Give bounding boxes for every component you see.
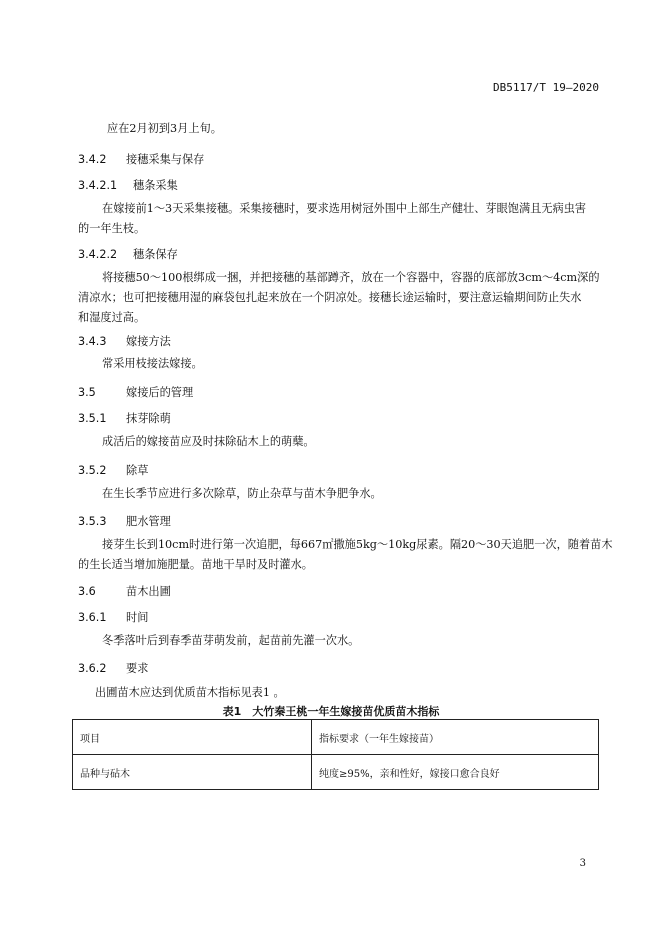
table-cell: 指标要求（一年生嫁接苗） <box>312 720 599 755</box>
section-title: 苗木出圃 <box>126 585 171 598</box>
section-number: 3.4.2 <box>78 153 107 166</box>
heading-3-4-3 <box>78 333 171 349</box>
heading-3-6 <box>78 583 171 599</box>
heading-3-6-2 <box>78 660 148 676</box>
heading-3-5-1 <box>78 410 171 426</box>
section-number: 3.6 <box>78 585 96 598</box>
table-cell: 项目 <box>73 720 312 755</box>
heading-3-4-2-2 <box>78 246 178 262</box>
section-title: 抹芽除萌 <box>126 412 171 425</box>
section-number: 3.4.3 <box>78 335 107 348</box>
section-number: 3.5.2 <box>78 464 107 477</box>
section-title: 穗条采集 <box>133 179 178 192</box>
section-title: 嫁接方法 <box>126 335 171 348</box>
paragraph-weeding: 在生长季节应进行多次除草，防止杂草与苗木争肥争水。 <box>102 487 382 500</box>
paragraph-scion-storage-line3: 和湿度过高。 <box>78 311 146 324</box>
section-title: 接穗采集与保存 <box>126 153 205 166</box>
paragraph-grafting-method: 常采用枝接法嫁接。 <box>102 357 203 370</box>
paragraph-fertilizer-line1: 接芽生长到10cm时进行第一次追肥，每667㎡撒施5kg～10kg尿素。隔20～30天追肥一次，随着苗木 <box>102 538 613 551</box>
heading-3-5-3 <box>78 513 171 529</box>
section-title: 时间 <box>126 611 149 624</box>
document-id: DB5117/T 19—2020 <box>493 81 599 94</box>
paragraph-grafting-time-continued: 应在2月初到3月上旬。 <box>107 122 222 135</box>
section-number: 3.4.2.2 <box>78 248 118 261</box>
table-cell: 品种与砧木 <box>73 755 312 790</box>
paragraph-bud-removal: 成活后的嫁接苗应及时抹除砧木上的萌蘖。 <box>102 435 315 448</box>
paragraph-nursery-requirements: 出圃苗木应达到优质苗木指标见表1 。 <box>95 686 285 699</box>
table-cell: 纯度≥95%，亲和性好，嫁接口愈合良好 <box>312 755 599 790</box>
section-title: 要求 <box>126 662 149 675</box>
section-title: 肥水管理 <box>126 515 171 528</box>
paragraph-scion-collection-line1: 在嫁接前1～3天采集接穗。采集接穗时，要求选用树冠外围中上部生产健壮、芽眼饱满且无病虫害 <box>102 202 587 215</box>
page-number: 3 <box>579 858 586 869</box>
quality-standard-table <box>72 719 599 790</box>
section-number: 3.6.1 <box>78 611 107 624</box>
paragraph-nursery-time: 冬季落叶后到春季苗芽萌发前，起苗前先灌一次水。 <box>102 634 360 647</box>
paragraph-scion-collection-line2: 的一年生枝。 <box>78 222 146 235</box>
heading-3-6-1 <box>78 609 148 625</box>
section-number: 3.5.1 <box>78 412 107 425</box>
paragraph-scion-storage-line2: 清凉水；也可把接穗用湿的麻袋包扎起来放在一个阴凉处。接穗长途运输时，要注意运输期间防止失水 <box>78 291 582 304</box>
heading-3-4-2 <box>78 151 204 167</box>
table-header-row <box>73 720 599 755</box>
paragraph-scion-storage-line1: 将接穗50～100根绑成一捆，并把接穗的基部蹲齐，放在一个容器中，容器的底部放3cm～4cm深的 <box>102 271 600 284</box>
section-number: 3.6.2 <box>78 662 107 675</box>
paragraph-fertilizer-line2: 的生长适当增加施肥量。苗地干旱时及时灌水。 <box>78 558 313 571</box>
section-title: 除草 <box>126 464 149 477</box>
section-number: 3.5.3 <box>78 515 107 528</box>
section-number: 3.5 <box>78 386 96 399</box>
section-title: 嫁接后的管理 <box>126 386 194 399</box>
section-title: 穗条保存 <box>133 248 178 261</box>
table-row <box>73 755 599 790</box>
heading-3-5 <box>78 384 193 400</box>
heading-3-4-2-1 <box>78 177 178 193</box>
table-caption: 表1 大竹秦王桃一年生嫁接苗优质苗木指标 <box>222 705 440 718</box>
section-number: 3.4.2.1 <box>78 179 118 192</box>
heading-3-5-2 <box>78 462 148 478</box>
